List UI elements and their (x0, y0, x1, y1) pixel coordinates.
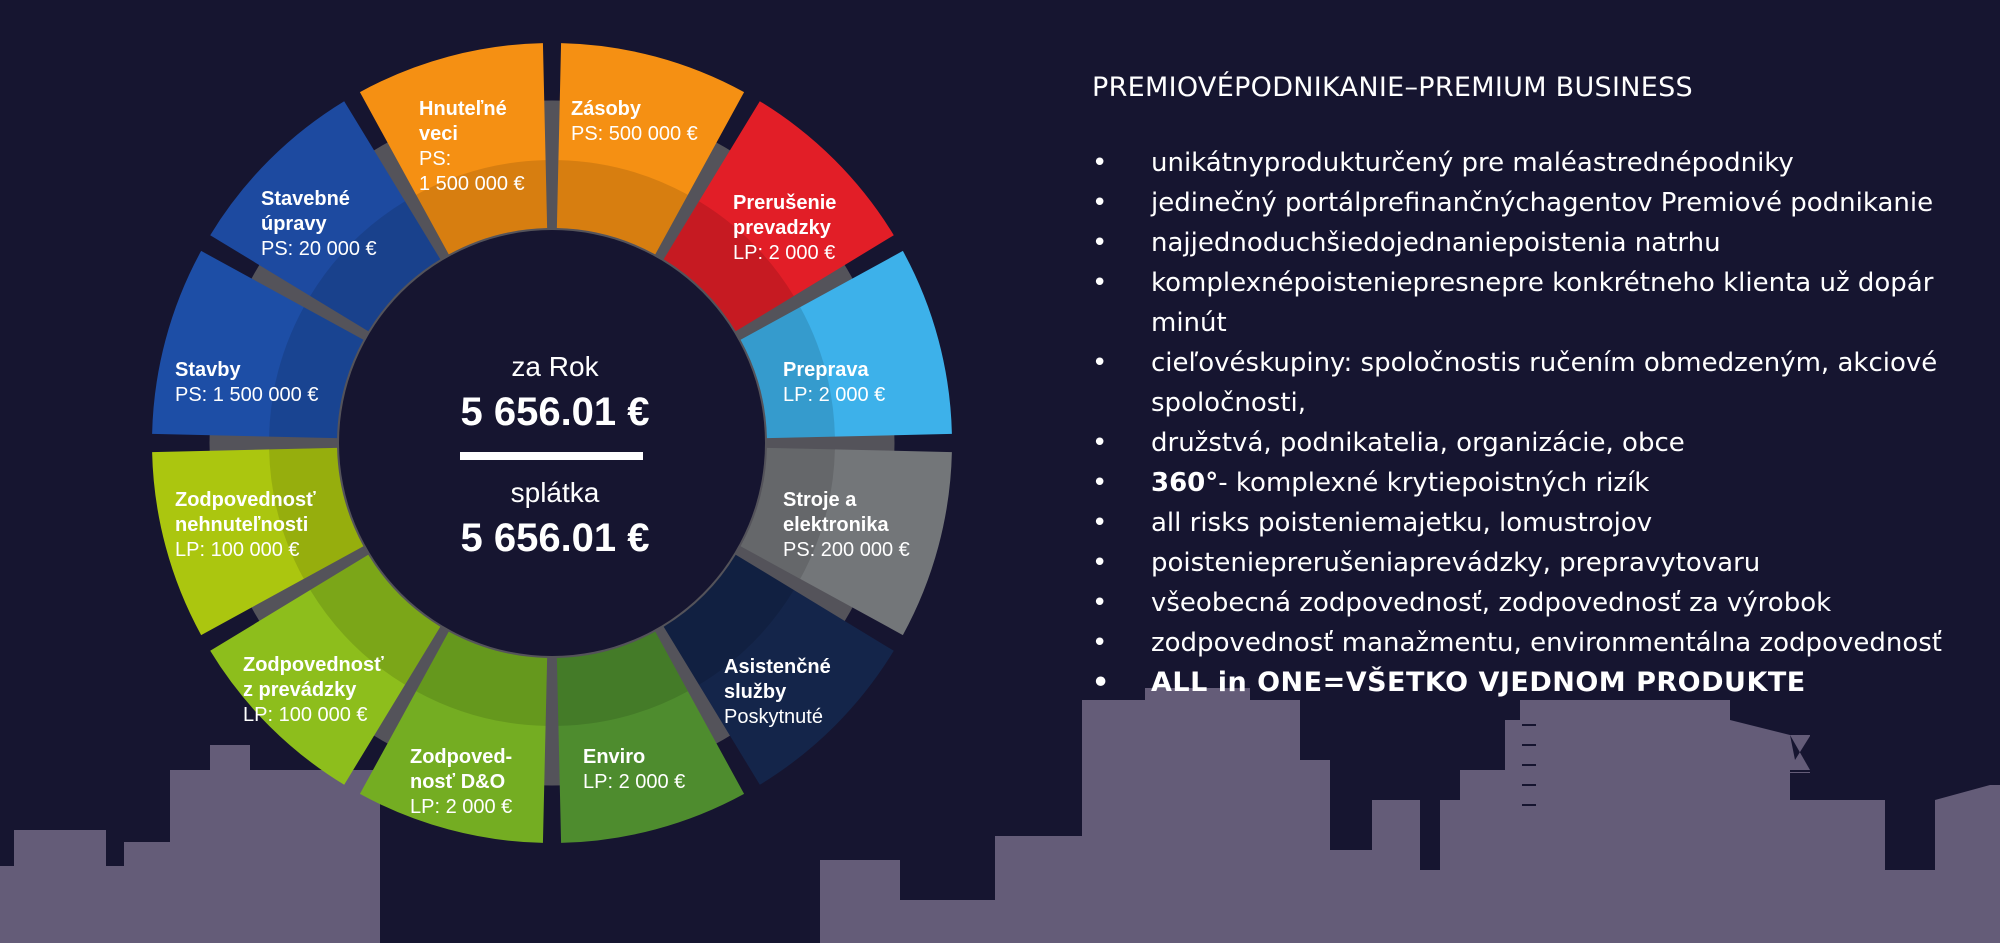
segment-title: Prerušenie prevadzky (733, 192, 837, 239)
bullet: • (1092, 628, 1108, 658)
segment-value: PS: 1 500 000 € (175, 384, 319, 406)
bullet: • (1092, 348, 1108, 378)
bullet: • (1092, 148, 1108, 178)
wheel-center-hub (339, 230, 765, 656)
segment-title: Zodpoved- nosť D&O (410, 746, 513, 793)
segment-value: LP: 2 000 € (583, 771, 686, 793)
segment-label-nehnutelnosti (175, 488, 316, 563)
list-item: • all risks poisteniemajetku, lomustrojov (1092, 503, 1972, 543)
list-item: • zodpovednosť manažmentu, environmentálna zodpovednosť (1092, 623, 1972, 663)
bullet: • (1092, 508, 1108, 538)
segment-value: Poskytnuté (724, 706, 823, 728)
list-item: • unikátnyprodukturčený pre maléastrednépodniky (1092, 143, 1972, 183)
segment-label-prevadzky (243, 653, 384, 728)
segment-label-preprava (783, 358, 885, 408)
segment-title: Enviro (583, 746, 646, 768)
list-item: • 360°- komplexné krytiepoistných rizík (1092, 463, 1972, 503)
segment-label-dao (410, 745, 512, 820)
list-item: • poistenieprerušeniaprevádzky, prepravytovaru (1092, 543, 1972, 583)
list-item: • družstvá, podnikatelia, organizácie, obce (1092, 423, 1972, 463)
segment-value: LP: 2 000 € (733, 242, 836, 264)
segment-label-prerusenie (733, 191, 836, 266)
bullet: • (1092, 468, 1108, 498)
segment-title: Stroje a elektronika (783, 489, 889, 536)
segment-value: PS: 200 000 € (783, 539, 910, 561)
segment-title: Stavby (175, 359, 241, 381)
bullet: • (1092, 548, 1108, 578)
list-item: • komplexnépoisteniepresnepre konkrétneho klienta už dopár minút (1092, 263, 1972, 343)
segment-label-stavebne (261, 187, 377, 262)
segment-label-asistencne (724, 655, 831, 730)
installment-caption: splátka (510, 477, 600, 508)
annual-amount: 5 656.01 € (460, 390, 650, 434)
segment-value: LP: 2 000 € (410, 796, 513, 818)
center-divider (460, 452, 643, 460)
list-item: • jedinečný portálprefinančnýchagentov Premiové podnikanie (1092, 183, 1972, 223)
bullet: • (1092, 428, 1108, 458)
segment-title: Zásoby (571, 98, 642, 120)
segment-value: PS: 20 000 € (261, 238, 377, 260)
segment-label-stavby (175, 358, 318, 408)
feature-list (1092, 143, 1972, 703)
segment-label-zasoby (571, 97, 698, 147)
segment-value: LP: 2 000 € (783, 384, 886, 406)
bullet: • (1092, 188, 1108, 218)
list-item: • všeobecná zodpovednosť, zodpovednosť za výrobok (1092, 583, 1972, 623)
segment-label-stroje (783, 488, 910, 563)
segment-title: Asistenčné služby (724, 656, 831, 703)
segment-title: Hnuteľné veci (419, 98, 507, 145)
panel-title: PREMIOVÉPODNIKANIE–PREMIUM BUSINESS (1092, 72, 1693, 103)
segment-label-enviro (583, 745, 685, 795)
segment-title: Stavebné úpravy (261, 188, 350, 235)
bullet: • (1092, 588, 1108, 618)
segment-label-hnutelne (419, 97, 525, 197)
annual-caption: za Rok (511, 351, 599, 382)
list-item: • najjednoduchšiedojednaniepoistenia natrhu (1092, 223, 1972, 263)
bullet: • (1092, 268, 1108, 298)
segment-value: PS: 500 000 € (571, 123, 698, 145)
segment-title: Preprava (783, 359, 869, 381)
bullet: • (1092, 667, 1110, 698)
installment-amount: 5 656.01 € (460, 516, 650, 560)
segment-value: PS: 1 500 000 € (419, 148, 525, 195)
product-info-panel (1092, 72, 1972, 703)
bullet: • (1092, 228, 1108, 258)
list-item: • cieľovéskupiny: spoločnostis ručením obmedzeným, akciové spoločnosti, (1092, 343, 1972, 423)
segment-value: LP: 100 000 € (243, 704, 368, 726)
segment-title: Zodpovednosť nehnuteľnosti (175, 489, 316, 536)
segment-title: Zodpovednosť z prevádzky (243, 654, 384, 701)
degree-label: 360° (1151, 468, 1219, 498)
list-item-all-in-one: • ALL in ONE=VŠETKO VJEDNOM PRODUKTE (1092, 663, 1972, 703)
segment-value: LP: 100 000 € (175, 539, 300, 561)
